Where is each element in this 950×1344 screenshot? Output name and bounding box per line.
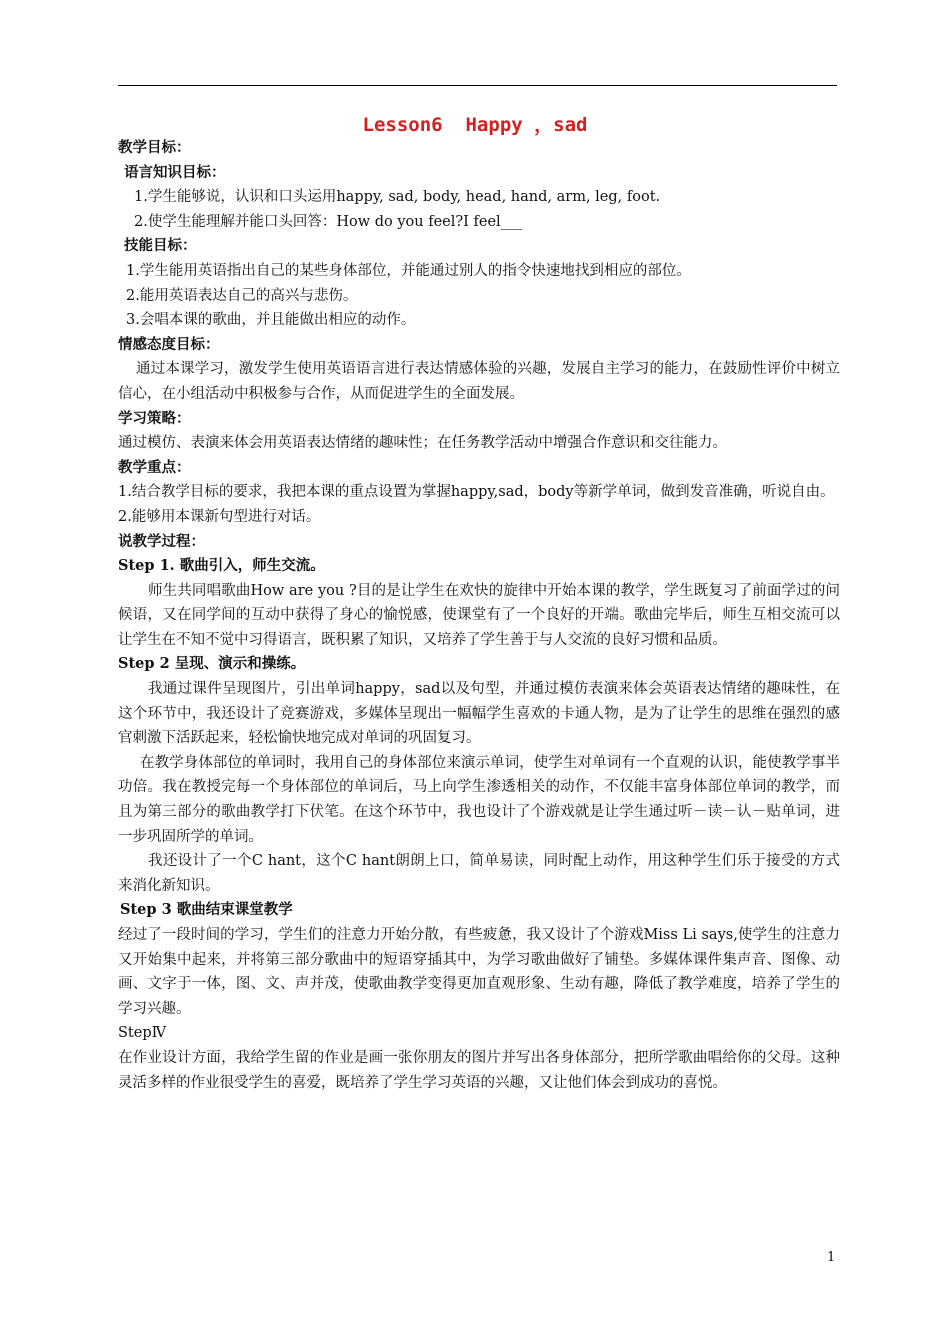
list-item: 1.学生能够说，认识和口头运用happy, sad, body, head, hand, arm, leg, foot. — [134, 189, 661, 206]
section-heading-key-points: 教学重点： — [118, 458, 191, 476]
paragraph: 我还设计了一个C hant，这个C hant朗朗上口，简单易读，同时配上动作，用这种学生们乐于接受的方式来消化新知识。 — [118, 853, 840, 894]
list-item: 3.会唱本课的歌曲，并且能做出相应的动作。 — [126, 312, 416, 329]
section-heading-teaching-goals: 教学目标： — [118, 139, 191, 156]
paragraph: 通过模仿、表演来体会用英语表达情绪的趣味性；在任务教学活动中增强合作意识和交往能力。 — [118, 435, 727, 452]
section-heading-learning-strategy: 学习策略： — [118, 409, 191, 427]
step-heading-2: Step 2 呈现、演示和操练。 — [118, 655, 306, 673]
list-item: 2.使学生能理解并能口头回答：How do you feel?I feel___ — [134, 213, 523, 230]
list-item: 1.学生能用英语指出自己的某些身体部位，并能通过别人的指令快速地找到相应的部位。 — [126, 262, 691, 279]
document-title: Lesson6 Happy ，sad — [362, 114, 588, 136]
section-heading-emotion-goals: 情感态度目标： — [118, 335, 220, 353]
paragraph: 师生共同唱歌曲How are you ?目的是让学生在欢快的旋律中开始本课的教学，学生既复习了前面学过的问候语，又在同学间的互动中获得了身心的愉悦感，使课堂有了一个良好的开端。歌曲完毕后，师生互相交流可以让学生在不知不觉中习得语言，既积累了知识，又培养了学生善于与人交流的良好习惯和品质。 — [118, 582, 840, 648]
step-heading-4: StepⅣ — [118, 1025, 167, 1042]
paragraph: 2.能够用本课新句型进行对话。 — [118, 508, 321, 525]
page-number: 1 — [827, 1250, 836, 1265]
document-body — [118, 136, 840, 1095]
step-heading-1: Step 1. 歌曲引入，师生交流。 — [118, 557, 325, 575]
paragraph: 通过本课学习，激发学生使用英语语言进行表达情感体验的兴趣，发展自主学习的能力，在鼓励性评价中树立信心，在小组活动中积极参与合作，从而促进学生的全面发展。 — [118, 361, 840, 402]
paragraph: 在教学身体部位的单词时，我用自己的身体部位来演示单词，使学生对单词有一个直观的认识，能使教学事半功倍。我在教授完每一个身体部位的单词后，马上向学生渗透相关的动作，不仅能丰富身体部位单词的教学，而且为第三部分的歌曲教学打下伏笔。在这个环节中，我也设计了个游戏就是让学生通过听－读－认－贴单词，进一步巩固所学的单词。 — [118, 754, 840, 845]
header-rule — [118, 85, 837, 86]
paragraph: 1.结合教学目标的要求，我把本课的重点设置为掌握happy,sad，body等新学单词，做到发音准确，听说自由。 — [118, 484, 835, 501]
subheading-skills: 技能目标： — [124, 237, 197, 255]
step-heading-3: Step 3 歌曲结束课堂教学 — [120, 901, 293, 919]
paragraph: 在作业设计方面，我给学生留的作业是画一张你朋友的图片并写出各身体部分，把所学歌曲唱给你的父母。这种灵活多样的作业很受学生的喜爱，既培养了学生学习英语的兴趣，又让他们体会到成功的喜悦。 — [118, 1049, 840, 1091]
paragraph: 我通过课件呈现图片，引出单词happy，sad以及句型，并通过模仿表演来体会英语表达情绪的趣味性，在这个环节中，我还设计了竞赛游戏，多媒体呈现出一幅幅学生喜欢的卡通人物，是为了让学生的思维在强烈的感官刺激下活跃起来，轻松愉快地完成对单词的巩固复习。 — [118, 681, 840, 747]
subheading-language-knowledge: 语言知识目标： — [124, 163, 226, 181]
section-heading-teaching-process: 说教学过程： — [118, 532, 205, 550]
paragraph: 经过了一段时间的学习，学生们的注意力开始分散，有些疲惫，我又设计了个游戏Miss Li says,使学生的注意力又开始集中起来，并将第三部分歌曲中的短语穿插其中，为学习歌曲做好了铺垫。多媒体课件集声音、图像、动画、文字于一体，图、文、声并茂，使歌曲教学变得更加直观形象、生动有趣，降低了教学难度，培养了学生的学习兴趣。 — [118, 927, 840, 1017]
list-item: 2.能用英语表达自己的高兴与悲伤。 — [126, 287, 358, 304]
